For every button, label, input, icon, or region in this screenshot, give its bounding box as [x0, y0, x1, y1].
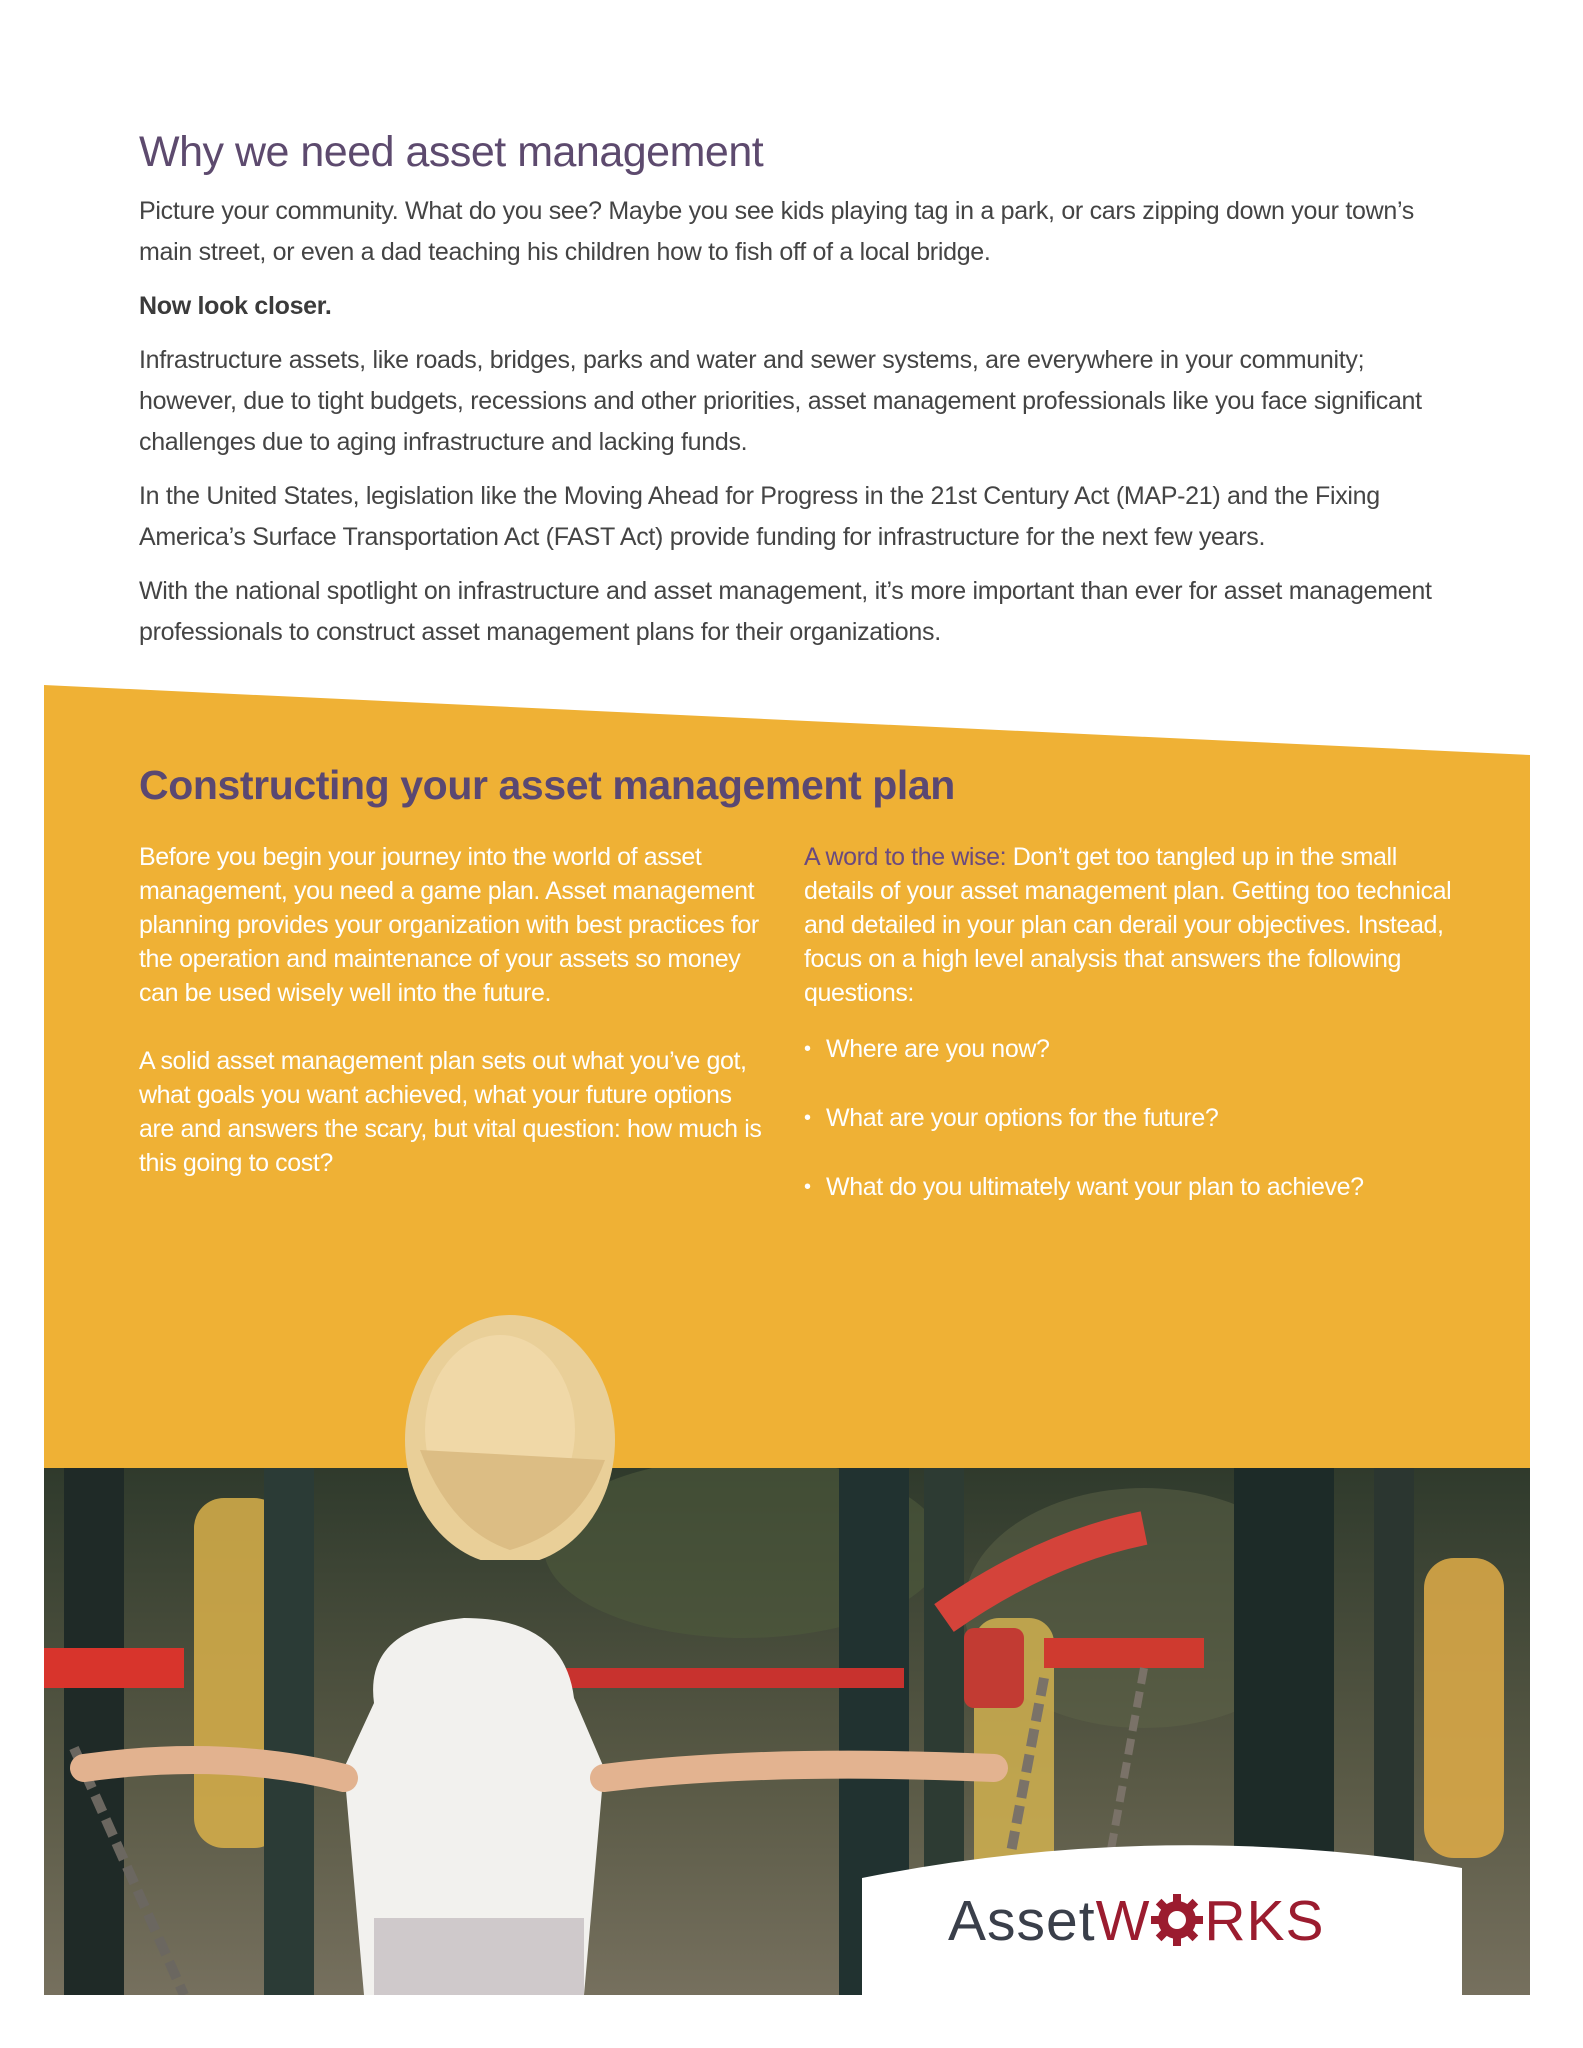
- wise-paragraph: [804, 840, 1454, 1010]
- bullet-icon: •: [804, 1107, 811, 1129]
- assetworks-logo: [948, 1888, 1325, 1954]
- intro-section: [139, 128, 1459, 666]
- list-item-text: Where are you now?: [826, 1035, 1050, 1063]
- section-title: Constructing your asset management plan: [139, 762, 955, 808]
- child-hair: [380, 1300, 640, 1560]
- list-item-text: What do you ultimately want your plan to achieve?: [826, 1173, 1364, 1201]
- logo-asset-text: Asset: [948, 1889, 1096, 1953]
- bullet-icon: •: [804, 1176, 811, 1198]
- intro-paragraph-2: Infrastructure assets, like roads, bridges, parks and water and sewer systems, are everywhere in your community; however, due to tight budgets, recessions and other priorities, asset management professionals like you face significant challenges due to aging infrastructure and lacking funds.: [139, 346, 1422, 456]
- intro-paragraph-1: Picture your community. What do you see? Maybe you see kids playing tag in a park, or cars zipping down your town’s main street, or even a dad teaching his children how to fish off of a local bridge.: [139, 197, 1414, 266]
- wise-text: Don’t get too tangled up in the small details of your asset management plan. Getting too technical and detailed in your plan can derail your objectives. Instead, focus on a high level analysis that answers the following questions:: [804, 843, 1452, 1007]
- list-item-text: What are your options for the future?: [826, 1104, 1219, 1132]
- list-item: [804, 1032, 1454, 1066]
- page-title: Why we need asset management: [139, 128, 764, 176]
- left-column: [139, 840, 769, 1180]
- logo-area: [862, 1838, 1462, 1995]
- question-list: [804, 1032, 1454, 1204]
- wise-label: A word to the wise:: [804, 843, 1007, 871]
- gear-icon: [1151, 1894, 1203, 1946]
- left-paragraph-1: Before you begin your journey into the world of asset management, you need a game plan. Asset management planning provides your organization with best practices for the operation and maintenance of your assets so money can be used wisely well into the future.: [139, 843, 759, 1007]
- left-paragraph-2: A solid asset management plan sets out what you’ve got, what goals you want achieved, what your future options are and answers the scary, but vital question: how much is this going to cost?: [139, 1047, 762, 1177]
- intro-paragraph-4: With the national spotlight on infrastructure and asset management, it’s more important than ever for asset management professionals to construct asset management plans for their organizations.: [139, 577, 1432, 646]
- bullet-icon: •: [804, 1038, 811, 1060]
- intro-paragraph-3: In the United States, legislation like the Moving Ahead for Progress in the 21st Century Act (MAP-21) and the Fixing America’s Surface Transportation Act (FAST Act) provide funding for infrastructure for the next few years.: [139, 482, 1380, 551]
- list-item: [804, 1101, 1454, 1135]
- intro-emphasis: Now look closer.: [139, 292, 332, 320]
- logo-w-text: W: [1095, 1889, 1151, 1953]
- logo-rks-text: RKS: [1204, 1889, 1325, 1953]
- list-item: [804, 1170, 1454, 1204]
- right-column: [804, 840, 1454, 1239]
